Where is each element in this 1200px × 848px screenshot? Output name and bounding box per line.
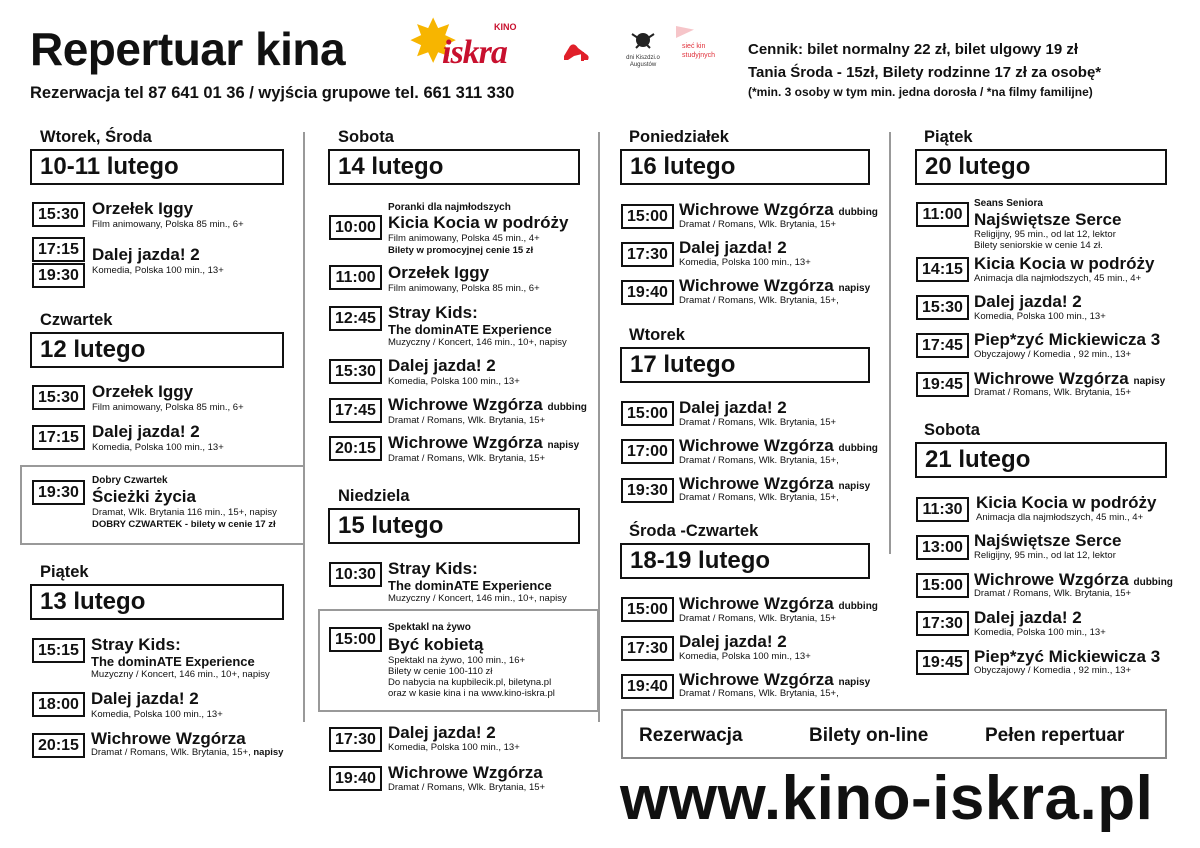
film-title[interactable]: Orzełek Iggy [92,199,194,218]
film-title[interactable]: Piep*zyć Mickiewicza 3 [974,330,1161,349]
showtime[interactable]: 15:00 [329,627,382,652]
film-title[interactable]: Ścieżki życia [92,487,196,506]
film-info: Dramat / Romans, Wlk. Brytania, 15+, [679,688,839,699]
showtime[interactable]: 17:15 [32,237,85,262]
festival-logo-text: dni Kiszdzi.o Augustów [626,55,660,68]
showtime[interactable]: 15:30 [916,295,969,320]
film-info: Film animowany, Polska 85 min., 6+ [92,402,244,413]
showtime[interactable]: 15:00 [621,401,674,426]
film-title[interactable]: Stray Kids: [388,303,478,322]
film-info: Dramat / Romans, Wlk. Brytania, 15+ [974,588,1132,599]
day-heading: Wtorek [629,326,685,344]
showtime[interactable]: 17:30 [621,636,674,661]
film-info: Komedia, Polska 100 min., 13+ [92,265,224,276]
event-subtitle: Spektakl na żywo [388,622,471,633]
film-info-text: Dramat / Romans, Wlk. Brytania, 15+, [91,747,251,758]
showtime[interactable]: 15:00 [621,597,674,622]
film-title[interactable]: Dalej jazda! 2 [91,689,199,708]
film-title[interactable]: Dalej jazda! 2 [974,292,1082,311]
film-title-text: Wichrowe Wzgórza [679,436,834,455]
full-repertoire-link[interactable]: Pełen repertuar [985,725,1125,746]
film-info: Muzyczny / Koncert, 146 min., 10+, napisy [388,337,567,348]
flag-icon [676,26,694,38]
film-title[interactable]: Najświętsze Serce [974,210,1122,229]
column-divider [889,132,891,554]
film-info: Film animowany, Polska 45 min., 4+ [388,233,540,244]
date-box: 14 lutego [328,149,580,185]
version-label: dubbing [838,601,878,612]
showtime[interactable]: 15:00 [916,573,969,598]
showtime[interactable]: 19:40 [621,674,674,699]
version-label: dubbing [1133,577,1173,588]
star-icon: ✸ [408,8,459,75]
film-info: Dramat / Romans, Wlk. Brytania, 15+ [388,415,546,426]
showtime[interactable]: 15:15 [32,638,85,663]
showtime[interactable]: 17:45 [329,398,382,423]
promo-note: DOBRY CZWARTEK - bilety w cenie 17 zł [92,519,276,530]
date-box: 15 lutego [328,508,580,544]
film-info: Muzyczny / Koncert, 146 min., 10+, napisy [91,669,270,680]
day-heading: Sobota [338,128,394,146]
film-info: Komedia, Polska 100 min., 13+ [91,709,223,720]
day-heading: Niedziela [338,487,410,505]
version-label: napisy [1133,376,1166,387]
version-label: napisy [838,481,871,492]
film-title[interactable]: Dalej jazda! 2 [679,632,787,651]
showtime[interactable]: 15:00 [621,204,674,229]
event-subtitle: Seans Seniora [974,198,1043,209]
film-info: Dramat / Romans, Wlk. Brytania, 15+, [679,295,839,306]
showtime[interactable]: 14:15 [916,257,969,282]
day-heading: Wtorek, Środa [40,128,152,146]
high-heel-icon [560,34,592,66]
version-label: napisy [838,677,871,688]
day-heading: Środa -Czwartek [629,522,759,540]
website-url[interactable]: www.kino-iskra.pl [620,764,1154,833]
film-title[interactable]: Kicia Kocia w podróży [974,254,1155,273]
film-info: Religijny, 95 min., od lat 12, lektor [974,550,1116,561]
film-info: Dramat / Romans, Wlk. Brytania, 15+ [679,219,837,230]
promo-note: Bilety w promocyjnej cenie 15 zł [388,245,534,256]
day-heading: Piątek [40,563,89,581]
film-title[interactable]: Wichrowe Wzgórza [91,729,246,748]
film-title-text: Wichrowe Wzgórza [679,200,834,219]
film-title[interactable]: Orzełek Iggy [92,382,194,401]
showtime[interactable]: 19:30 [32,263,85,288]
prices-note: (*min. 3 osoby w tym min. jedna dorosła / *na filmy familijne) [748,85,1093,99]
film-info: Bilety w cenie 100-110 zł [388,666,493,677]
date-box: 20 lutego [915,149,1167,185]
version-label: napisy [547,440,580,451]
film-info: Dramat / Romans, Wlk. Brytania, 15+ [679,613,837,624]
siec-kin-text: sieć kin studyjnych [682,43,716,59]
film-title[interactable]: Dalej jazda! 2 [974,608,1082,627]
day-heading: Sobota [924,421,980,439]
event-subtitle: Poranki dla najmłodszych [388,202,511,213]
film-info: Dramat, Wlk. Brytania 116 min., 15+, napisy [92,507,277,518]
mascot-icon [628,30,658,52]
film-title[interactable]: Kicia Kocia w podróży [388,213,569,232]
date-box: 17 lutego [620,347,870,383]
film-info: Film animowany, Polska 85 min., 6+ [92,219,244,230]
date-box: 12 lutego [30,332,284,368]
film-title-text: Wichrowe Wzgórza [388,433,543,452]
film-title[interactable] [388,396,587,417]
showtime[interactable]: 15:30 [32,202,85,227]
prices-line1: Cennik: bilet normalny 22 zł, bilet ulgowy 19 zł [748,41,1079,58]
film-title-text: Wichrowe Wzgórza [679,474,834,493]
film-title-text: Wichrowe Wzgórza [974,570,1129,589]
film-title[interactable]: Dalej jazda! 2 [388,723,496,742]
showtime[interactable]: 19:45 [916,372,969,397]
logo-iskra-text: iskra [442,34,507,71]
showtime[interactable]: 20:15 [32,733,85,758]
film-title-line2: The dominATE Experience [388,322,552,337]
film-info: Komedia, Polska 100 min., 13+ [679,257,811,268]
version-label: napisy [838,283,871,294]
film-info: Obyczajowy / Komedia , 92 min., 13+ [974,349,1132,360]
showtime[interactable]: 17:15 [32,425,85,450]
page-title: Repertuar kina [30,23,346,75]
showtime[interactable]: 15:30 [329,359,382,384]
film-title[interactable]: Dalej jazda! 2 [92,245,200,264]
event-subtitle: Dobry Czwartek [92,475,168,486]
showtime[interactable]: 11:30 [916,497,969,522]
film-title-text: Wichrowe Wzgórza [388,395,543,414]
showtime[interactable]: 19:40 [329,766,382,791]
date-box: 18-19 lutego [620,543,870,579]
film-info: Komedia, Polska 100 min., 13+ [388,376,520,387]
showtime[interactable]: 17:00 [621,439,674,464]
film-info: Film animowany, Polska 85 min., 6+ [388,283,540,294]
film-info: Spektakl na żywo, 100 min., 16+ [388,655,526,666]
showtime[interactable]: 15:30 [32,385,85,410]
film-title-line2: The dominATE Experience [91,654,255,669]
film-title-line2: The dominATE Experience [388,578,552,593]
film-info: Dramat / Romans, Wlk. Brytania, 15+ [388,782,546,793]
film-title[interactable]: Kicia Kocia w podróży [976,493,1157,512]
film-title[interactable]: Stray Kids: [388,559,478,578]
links-bar [621,709,1167,759]
film-info: Komedia, Polska 100 min., 13+ [388,742,520,753]
film-info: Dramat / Romans, Wlk. Brytania, 15+, [679,455,839,466]
showtime[interactable]: 19:40 [621,280,674,305]
film-title[interactable]: Wichrowe Wzgórza [388,763,543,782]
column-divider [303,132,305,722]
film-info: Dramat / Romans, Wlk. Brytania, 15+, [679,492,839,503]
showtime[interactable]: 12:45 [329,306,382,331]
film-title[interactable]: Dalej jazda! 2 [92,422,200,441]
siec-kin-logo [676,26,736,72]
film-title[interactable]: Najświętsze Serce [974,531,1122,550]
film-info: Animacja dla najmłodszych, 45 min., 4+ [974,273,1142,284]
day-heading: Piątek [924,128,973,146]
film-info: Do nabycia na kupbilecik.pl, biletyna.pl [388,677,552,688]
showtime[interactable]: 17:30 [329,727,382,752]
film-info: Obyczajowy / Komedia , 92 min., 13+ [974,665,1132,676]
film-title[interactable]: Dalej jazda! 2 [679,398,787,417]
day-heading: Czwartek [40,311,113,329]
showtime[interactable]: 10:00 [329,215,382,240]
film-info: Komedia, Polska 100 min., 13+ [974,627,1106,638]
price-list [748,38,1101,100]
film-title[interactable] [388,434,579,455]
film-title[interactable]: Dalej jazda! 2 [388,356,496,375]
film-info: Komedia, Polska 100 min., 13+ [679,651,811,662]
film-info: Komedia, Polska 100 min., 13+ [92,442,224,453]
showtime[interactable]: 19:30 [32,480,85,505]
version-label: dubbing [838,443,878,454]
film-info: Komedia, Polska 100 min., 13+ [974,311,1106,322]
film-info: Religijny, 95 min., od lat 12, lektor [974,229,1116,240]
showtime[interactable]: 19:45 [916,650,969,675]
showtime[interactable]: 13:00 [916,535,969,560]
showtime[interactable]: 17:30 [916,611,969,636]
showtime[interactable]: 11:00 [916,202,969,227]
festival-logo [618,30,668,76]
film-info: Dramat / Romans, Wlk. Brytania, 15+ [974,387,1132,398]
film-info: Dramat / Romans, Wlk. Brytania, 15+ [679,417,837,428]
film-info [91,747,283,758]
kino-iskra-logo [408,8,538,75]
film-info: Dramat / Romans, Wlk. Brytania, 15+ [388,453,546,464]
showtime[interactable]: 17:30 [621,242,674,267]
showtime[interactable]: 18:00 [32,692,85,717]
film-title-text: Wichrowe Wzgórza [679,276,834,295]
film-info: Muzyczny / Koncert, 146 min., 10+, napisy [388,593,567,604]
showtime[interactable]: 11:00 [329,265,382,290]
day-heading: Poniedziałek [629,128,729,146]
reservation-phone: Rezerwacja tel 87 641 01 36 / wyjścia grupowe tel. 661 311 330 [30,84,515,102]
version-label: dubbing [547,402,587,413]
film-title-text: Wichrowe Wzgórza [679,670,834,689]
prices-line2: Tania Środa - 15zł, Bilety rodzinne 17 zł za osobę* [748,64,1102,81]
film-title-text: Wichrowe Wzgórza [974,369,1129,388]
film-info: Animacja dla najmłodszych, 45 min., 4+ [976,512,1144,523]
date-box: 21 lutego [915,442,1167,478]
date-box: 13 lutego [30,584,284,620]
film-title[interactable]: Piep*zyć Mickiewicza 3 [974,647,1161,666]
film-title[interactable]: Stray Kids: [91,635,181,654]
film-info: Bilety seniorskie w cenie 14 zł. [974,240,1103,251]
subtitles-label: napisy [253,747,284,758]
film-title-text: Wichrowe Wzgórza [679,594,834,613]
online-tickets-link[interactable]: Bilety on-line [809,725,929,746]
showtime[interactable]: 10:30 [329,562,382,587]
showtime[interactable]: 17:45 [916,333,969,358]
film-title[interactable]: Być kobietą [388,635,484,654]
showtime[interactable]: 20:15 [329,436,382,461]
film-title[interactable]: Dalej jazda! 2 [679,238,787,257]
version-label: dubbing [838,207,878,218]
film-info: oraz w kasie kina i na www.kino-iskra.pl [388,688,555,699]
logo-kino-text: KINO [494,22,517,32]
date-box: 10-11 lutego [30,149,284,185]
date-box: 16 lutego [620,149,870,185]
showtime[interactable]: 19:30 [621,478,674,503]
reservation-link[interactable]: Rezerwacja [639,725,743,746]
film-title[interactable]: Orzełek Iggy [388,263,490,282]
